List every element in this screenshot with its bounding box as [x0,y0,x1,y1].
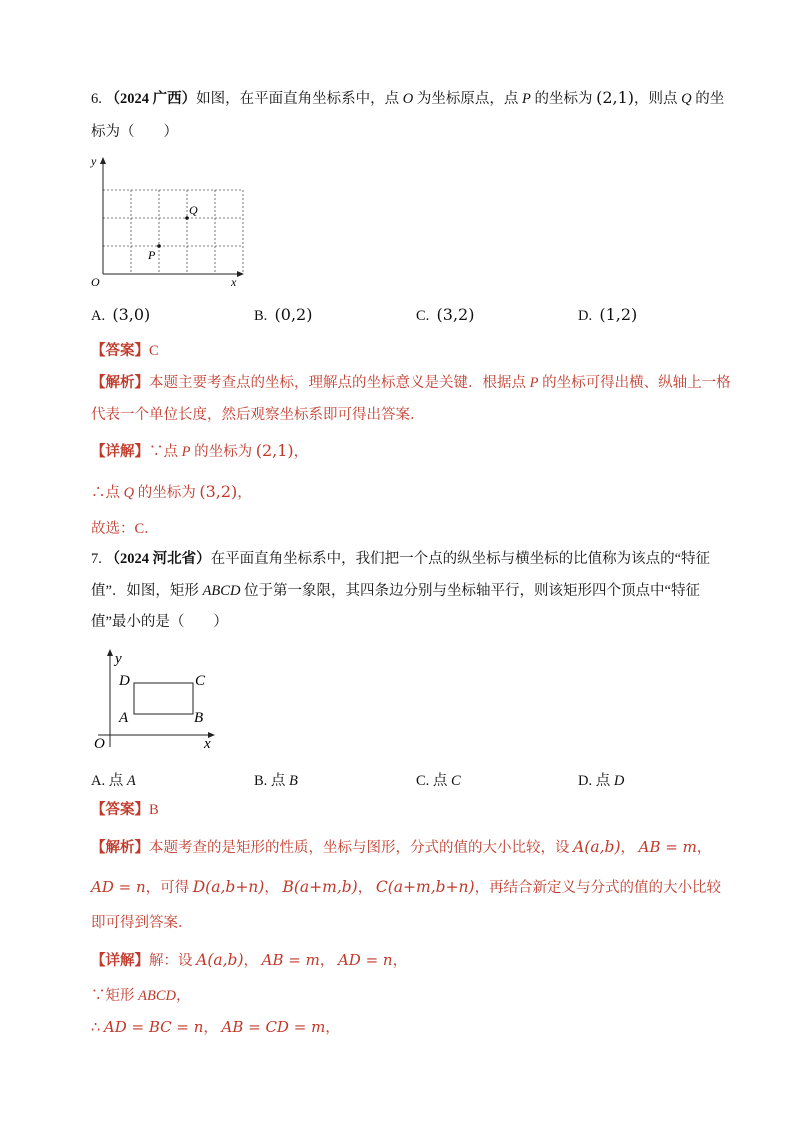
analysis-tag: 【解析】 [91,375,149,391]
q6-stem-line2: 标为（ ） [91,124,178,140]
q7-stem-line2 [91,581,700,601]
q6-stem-text: 的坐 [691,91,725,107]
detail-tag: 【详解】 [91,953,149,969]
option-letter: C. [416,308,430,324]
option-text: 点 [595,773,614,789]
q7-stem-line1 [91,549,710,569]
detail-text: ∵点 [149,444,182,460]
q7-y-arrow [107,649,113,656]
detail-coord: (2,1) [255,441,294,460]
q6-coordinate-figure [85,152,245,290]
q6-stem-text: 如图，在平面直角坐标系中，点 [196,91,403,107]
analysis-tag: 【解析】 [91,840,149,856]
q6-point-q: Q [681,91,692,107]
analysis-math: AB = m [638,838,697,856]
q7-c-label: C [195,673,206,689]
q6-point-p-dot [157,244,161,248]
detail-text: ∴ [91,1020,104,1036]
detail-text: ， [293,444,309,460]
analysis-text: 本题考查的是矩形的性质，坐标与图形，分式的值的大小比较，设 [149,840,574,856]
q6-q-label: Q [189,203,198,217]
q7-rectangle [134,683,193,714]
analysis-math: C(a+m,b+n) [375,878,475,896]
answer-value: B [149,802,159,818]
q7-number: 7. [91,551,102,567]
analysis-text: ， [620,840,636,856]
analysis-text: ， [696,840,712,856]
option-value: (3,2) [436,305,475,324]
analysis-text: ，可得 [145,880,193,896]
q6-final-choice: 故选：C． [91,521,159,537]
q7-detail-line2 [91,986,190,1006]
option-letter: A. [91,308,106,324]
analysis-text: ，再结合新定义与分式的值的大小比较 [474,880,722,896]
q7-detail-line3 [91,1017,340,1038]
detail-math: AB = CD = m [221,1018,326,1036]
q7-stem-text: 在平面直角坐标系中，我们把一个点的纵坐标与横坐标的比值称为该点的“特征 [210,551,711,567]
detail-text: ∵矩形 [91,988,139,1004]
detail-math: A(a,b) [196,951,244,969]
detail-text: ， [325,1020,340,1036]
answer-value: C [149,343,159,359]
q6-option-d[interactable] [578,305,637,325]
option-letter: C. [416,773,430,789]
q6-option-a[interactable] [91,305,150,325]
detail-coord: (3,2) [199,482,238,501]
q7-d-label: D [119,673,130,689]
detail-point-q: Q [123,485,135,501]
q6-answer [91,341,159,361]
option-value: (0,2) [274,305,313,324]
q6-x-label: x [231,275,237,289]
option-text: 点 [108,773,127,789]
q6-stem-text: ，则点 [634,91,682,107]
q6-stem-text: 为坐标原点，点 [413,91,522,107]
analysis-math: AD = n [91,878,146,896]
detail-text: ， [203,1020,218,1036]
q6-detail-line2 [91,482,252,503]
detail-text: 解：设 [149,953,197,969]
analysis-point-p: P [529,375,539,391]
q6-grid [103,190,243,274]
detail-math: AB = m [261,951,320,969]
q7-detail-line1 [91,950,407,971]
q6-option-b[interactable] [254,305,312,325]
analysis-text: 的坐标可得出横、纵轴上一格 [538,375,731,391]
detail-math: AD = n [337,951,393,969]
detail-tag: 【详解】 [91,444,149,460]
analysis-text: 本题主要考查点的坐标，理解点的坐标意义是关键．根据点 [149,375,530,391]
detail-text: ， [237,485,252,501]
q6-analysis-line2: 代表一个单位长度，然后观察坐标系即可得出答案． [91,407,425,423]
q6-number: 6. [91,91,102,107]
q6-source: （2024 广西） [105,91,197,107]
detail-math: AD = BC = n [103,1018,204,1036]
q7-answer [91,800,159,820]
option-value: D [613,773,625,789]
option-letter: D. [578,308,593,324]
answer-tag: 【答案】 [91,343,149,359]
option-value: (3,0) [112,305,151,324]
q7-a-label: A [119,710,129,726]
q7-analysis-line2 [91,877,721,898]
option-letter: B. [254,773,268,789]
detail-math: ABCD [138,988,176,1004]
q6-option-c[interactable] [416,305,474,325]
detail-text: ， [243,953,259,969]
option-value: B [289,773,298,789]
q6-stem-line1 [91,88,724,109]
answer-tag: 【答案】 [91,802,149,818]
option-letter: A. [91,773,106,789]
q7-coordinate-figure [88,644,228,754]
detail-text: 的坐标为 [190,444,256,460]
q7-analysis-line3: 即可得到答案． [91,915,193,931]
q6-analysis-line1 [91,373,731,393]
analysis-math: A(a,b) [573,838,621,856]
q7-b-label: B [194,710,204,726]
q7-option-b[interactable] [254,769,298,790]
q6-point-o: O [402,91,414,107]
option-text: 点 [432,773,452,789]
q6-y-arrow [100,157,106,164]
q7-y-label: y [115,651,122,667]
q7-stem-text: 值”．如图，矩形 [91,583,203,599]
q6-p-coord: (2,1) [596,88,635,107]
q7-origin-label: O [94,736,105,752]
analysis-math: B(a+m,b) [282,878,358,896]
option-value: (1,2) [599,305,638,324]
q6-detail-line1 [91,441,308,462]
detail-text: ， [392,953,408,969]
detail-text: 的坐标为 [134,485,200,501]
q7-analysis-line1 [91,837,711,858]
option-letter: D. [578,773,593,789]
q7-stem-line3: 值”最小的是（ ） [91,614,228,630]
analysis-text: ， [357,880,373,896]
option-text: 点 [270,773,290,789]
q6-stem-text: 的坐标为 [530,91,597,107]
option-letter: B. [254,308,268,324]
q6-y-label: y [91,154,97,168]
analysis-math: D(a,b+n) [192,878,265,896]
q7-source: （2024 河北省） [105,551,211,567]
detail-text: ∴点 [91,485,124,501]
option-value: A [126,773,136,789]
detail-point-p: P [181,444,191,460]
q7-x-label: x [204,736,211,752]
q7-option-d[interactable] [578,769,624,790]
q7-option-c[interactable] [416,769,461,790]
analysis-text: ， [264,880,279,896]
q7-rect-name: ABCD [202,583,241,599]
option-value: C [451,773,461,789]
q6-origin-label: O [91,275,100,289]
detail-text: ， [175,988,191,1004]
q6-point-p: P [521,91,531,107]
q6-p-label: P [148,248,156,262]
q7-option-a[interactable] [91,769,136,790]
q7-stem-text: 位于第一象限，其四条边分别与坐标轴平行，则该矩形四个顶点中“特征 [240,583,700,599]
detail-text: ， [319,953,335,969]
